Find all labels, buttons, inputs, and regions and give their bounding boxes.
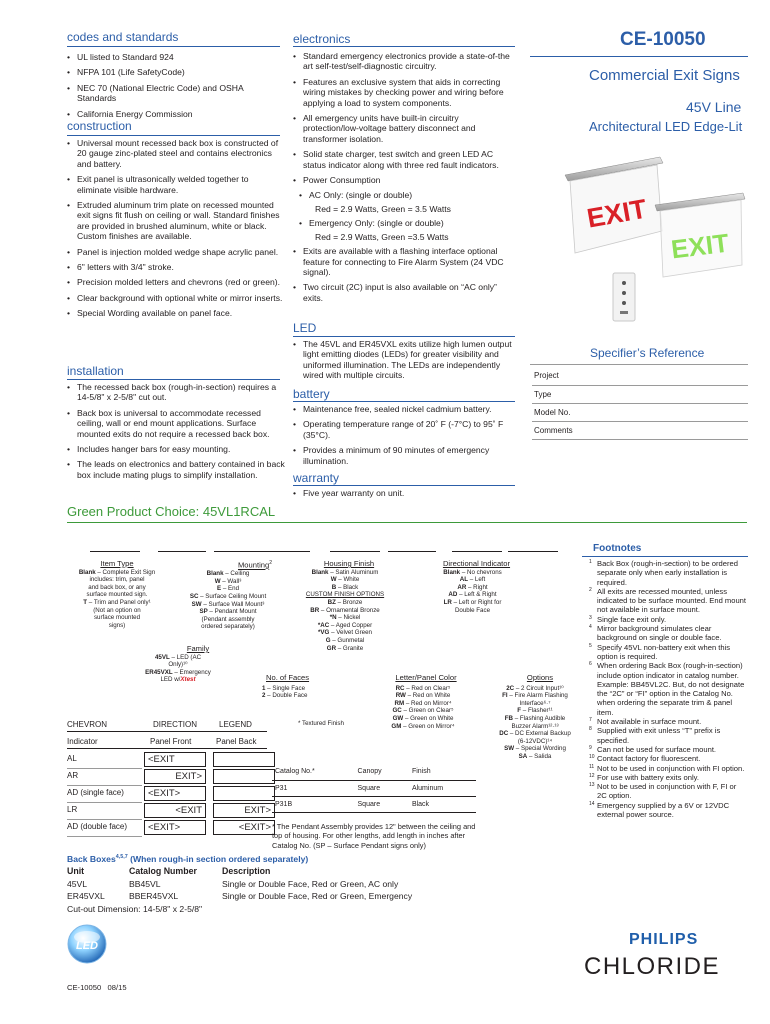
- catalog-line: F – Flasher¹¹: [517, 707, 553, 715]
- chevron-subheader: Panel Front: [150, 737, 192, 746]
- pendant-header: Finish: [409, 764, 476, 780]
- codes-list: [67, 52, 282, 124]
- list-item: • Two circuit (2C) input is also available on “AC only” exits.: [293, 282, 515, 303]
- specifier-label: Type: [532, 385, 748, 403]
- mounting-title: Mounting: [237, 560, 270, 570]
- warranty-title: warranty: [293, 471, 340, 485]
- catalog-line: SC – Surface Ceiling Mount: [189, 592, 267, 600]
- catalog-line: SW – Special Wording: [504, 745, 566, 753]
- list-item: • Universal mount recessed back box is constructed of 20 gauge zinc-plated steel and contains electronics and battery.: [67, 138, 285, 169]
- chevron-back-box: [213, 786, 275, 801]
- footnote-item: [589, 643, 747, 662]
- electronics-title: electronics: [293, 32, 351, 46]
- footer-code: CE-10050 08/15: [67, 983, 127, 992]
- catalog-line: AL – Left: [459, 576, 486, 584]
- catalog-line: includes: trim, panel: [89, 576, 145, 584]
- product-subtitle: Architectural LED Edge-Lit: [589, 119, 743, 134]
- catalog-line: SP – Pendant Mount: [199, 608, 257, 616]
- item-type-title: Item Type: [100, 559, 134, 568]
- construction-list: [67, 138, 285, 324]
- list-item: • Clear background with optional white or mirror inserts.: [67, 293, 285, 303]
- chevron-front-box: <EXIT>: [144, 820, 206, 835]
- catalog-line: FI – Fire Alarm Flashing: [502, 692, 568, 700]
- footnote-item: [589, 782, 747, 801]
- footnote-item: [589, 559, 747, 587]
- footnote-text: Supplied with exit unless “T” prefix is specified.: [597, 726, 721, 745]
- list-item: • Extruded aluminum trim plate on recessed mounted exit signs fit flush on ceiling or wall. Standard finishes are provided in brushed aluminum, white or black. Custom finishes are available.: [67, 200, 285, 242]
- catalog-line: RM – Red on Mirror⁴: [394, 699, 452, 707]
- product-name: Commercial Exit Signs: [589, 67, 740, 84]
- footnote-text: For use with battery exits only.: [597, 772, 699, 782]
- electronics-rule: [293, 46, 515, 47]
- catalog-line: Buzzer Alarm¹²·¹³: [511, 722, 559, 730]
- catalog-line: Blank – Satin Aluminum: [311, 568, 379, 576]
- housing-title: Housing Finish: [323, 559, 375, 568]
- catalog-line: LED w/Xtest: [160, 676, 196, 684]
- chevron-back-box: <EXIT>: [213, 820, 275, 835]
- installation-title: installation: [67, 364, 124, 378]
- pendant-cell: P31: [272, 780, 355, 796]
- catalog-line: Only)¹⁰: [168, 661, 188, 669]
- list-item: • Includes hanger bars for easy mounting.: [67, 444, 285, 454]
- catalog-line: 1 – Single Face: [262, 684, 306, 692]
- voltage: 45V Line: [686, 99, 742, 115]
- back-box-cell: BB45VL: [129, 879, 161, 889]
- list-item: • Maintenance free, sealed nickel cadmium battery.: [293, 404, 515, 414]
- specifier-row: [532, 421, 748, 439]
- product-photo: [545, 145, 750, 330]
- footnote-text: Not available in surface mount.: [597, 717, 702, 727]
- warranty-list: [293, 488, 515, 503]
- chevron-subheader: Indicator: [67, 737, 98, 746]
- list-item: • Standard emergency electronics provide a state-of-the art self-test/self-diagnostic circuitry.: [293, 51, 515, 72]
- header-rule: [530, 56, 748, 57]
- footnote-text: Mirror background simulates clear background on single or double face.: [597, 624, 722, 643]
- chevron-row-rule: [67, 819, 142, 820]
- catalog-line: Interface⁶·⁷: [519, 699, 551, 707]
- list-item: • Precision molded letters and chevrons (red or green).: [67, 277, 285, 287]
- list-item: • Solid state charger, test switch and green LED AC status indicator along with three red fault indicators.: [293, 149, 515, 170]
- back-box-cell: Single or Double Face, Red or Green, Emergency: [222, 891, 413, 901]
- led-badge-logo: [66, 923, 108, 965]
- chloride-logo: CHLORIDE: [584, 953, 721, 980]
- catalog-line: GW – Green on White: [392, 714, 454, 722]
- footnote-item: [589, 717, 747, 726]
- catalog-line: SA – Salida: [518, 752, 552, 760]
- catalog-line: BR – Ornamental Bronze: [310, 606, 380, 614]
- footnote-text: Single face exit only.: [597, 614, 667, 624]
- list-item: • The leads on electronics and battery contained in back box include mating plugs to simplify installation.: [67, 459, 285, 480]
- power-item: • AC Only: (single or double): [293, 190, 515, 200]
- catalog-line: Double Face: [454, 606, 491, 614]
- chevron-subheader: Panel Back: [216, 737, 257, 746]
- faces-column: [262, 674, 342, 700]
- list-item: • Features an exclusive system that aids in correcting wiring mistakes by checking power and wiring before applying a load to system components.: [293, 77, 515, 108]
- catalog-line: SW – Surface Wall Mount³: [191, 600, 265, 608]
- list-item: • Provides a minimum of 90 minutes of emergency illumination.: [293, 445, 515, 466]
- catalog-line: surface mounted: [93, 614, 141, 622]
- back-box-header: Unit: [67, 866, 85, 876]
- footnote-item: [589, 726, 747, 745]
- catalog-line: E – End: [216, 585, 240, 593]
- list-item: • All emergency units have built-in circuitry protection/low-voltage battery disconnect and transformer isolation.: [293, 113, 515, 144]
- catalog-line: BZ – Bronze: [327, 598, 363, 606]
- list-item: • 6" letters with 3/4" stroke.: [67, 262, 285, 272]
- catalog-line: *VG – Velvet Green: [317, 629, 372, 637]
- pendant-cell: Aluminum: [409, 780, 476, 796]
- back-box-header: Catalog Number: [129, 866, 197, 876]
- specifier-row: [532, 385, 748, 403]
- pendant-cell: Black: [409, 796, 476, 812]
- footnote-item: [589, 624, 747, 643]
- footnote-number: 14: [589, 800, 595, 807]
- chevron-row-label: AD (double face): [67, 822, 128, 831]
- list-item: • Five year warranty on unit.: [293, 488, 515, 498]
- footnote-item: [589, 764, 747, 773]
- list-item: • Special Wording available on panel face.: [67, 308, 285, 318]
- footnote-number: 3: [589, 614, 592, 621]
- catalog-line: ER45VXL – Emergency: [145, 668, 211, 676]
- installation-rule: [67, 379, 280, 380]
- list-item: • NFPA 101 (Life SafetyCode): [67, 67, 282, 77]
- pendant-cell: Square: [355, 796, 409, 812]
- catalog-line: 2 – Double Face: [262, 692, 308, 700]
- catalog-blank: [90, 551, 140, 552]
- chevron-row-label: AL: [67, 754, 77, 763]
- footnote-text: Emergency supplied by a 6V or 12VDC external power source.: [597, 800, 730, 820]
- exit-green-text: EXIT: [669, 227, 731, 265]
- list-item: • Panel is injection molded wedge shape acrylic panel.: [67, 247, 285, 257]
- chevron-back-box: [213, 752, 275, 767]
- exit-red-text: EXIT: [584, 193, 649, 234]
- catalog-line: W – Wall³: [214, 577, 242, 585]
- led-rule: [293, 336, 515, 337]
- green-product-choice: Green Product Choice: 45VL1RCAL: [67, 504, 276, 519]
- catalog-line: ordered separately): [201, 623, 255, 631]
- specifier-table: [532, 367, 748, 440]
- item-type-column: [67, 560, 167, 629]
- footnote-number: 8: [589, 726, 592, 733]
- footnote-number: 1: [589, 559, 592, 565]
- catalog-line: T – Trim and Panel only¹: [83, 598, 151, 606]
- footnote-item: [589, 773, 747, 782]
- battery-rule: [293, 401, 515, 402]
- footnote-number: 11: [589, 763, 595, 770]
- pendant-row: [272, 796, 476, 812]
- housing-column: [290, 560, 400, 652]
- footnote-text: Not to be used in conjunction with FI option.: [597, 763, 745, 773]
- footnote-text: All exits are recessed mounted, unless indicated to be surface mounted. End mount not available in surface mount.: [597, 586, 747, 615]
- catalog-line: signs): [108, 621, 126, 629]
- chevron-rule: [67, 731, 267, 732]
- green-rule: [67, 522, 747, 523]
- catalog-blank: [330, 551, 380, 552]
- color-column: [368, 674, 478, 730]
- chevron-header: DIRECTION: [153, 720, 197, 729]
- footnote-item: [589, 587, 747, 615]
- power-item: Red = 2.9 Watts, Green =3.5 Watts: [315, 231, 449, 242]
- catalog-line: GM – Green on Mirror⁴: [391, 722, 455, 730]
- specifier-row: [532, 367, 748, 385]
- footnote-item: [589, 745, 747, 754]
- specifier-row: [532, 403, 748, 421]
- footnote-number: 13: [589, 782, 595, 789]
- catalog-line: (Not an option on: [93, 606, 141, 614]
- footnote-item: [589, 801, 747, 820]
- chevron-back-box: EXIT>: [213, 803, 275, 818]
- catalog-line: (Pendant assembly: [201, 615, 255, 623]
- footnote-number: 5: [589, 642, 592, 649]
- battery-title: battery: [293, 387, 330, 401]
- svg-text:LED: LED: [76, 940, 98, 952]
- xtest-mark: Xtest: [180, 676, 196, 684]
- catalog-blank: [452, 551, 502, 552]
- back-box-cell: 45VL: [67, 879, 88, 889]
- footnotes-title: Footnotes: [593, 543, 642, 554]
- footnotes-rule: [582, 556, 748, 557]
- cutout-dimension: Cut-out Dimension: 14-5/8" x 2-5/8": [67, 904, 203, 914]
- footnote-number: 2: [589, 586, 592, 593]
- installation-list: [67, 382, 285, 485]
- warranty-rule: [293, 485, 515, 486]
- specifier-title: Specifier’s Reference: [590, 346, 705, 360]
- catalog-line: FB – Flashing Audible: [504, 714, 566, 722]
- battery-list: [293, 404, 515, 471]
- catalog-line: and back box, or any: [88, 583, 146, 591]
- chevron-front-box: <EXIT>: [144, 786, 206, 801]
- construction-rule: [67, 135, 280, 136]
- catalog-blank: [388, 551, 436, 552]
- footnote-text: Can not be used for surface mount.: [597, 744, 717, 754]
- footnote-text: Specify 45VL non-battery exit when this option is required.: [597, 642, 731, 661]
- pendant-cell: Square: [355, 780, 409, 796]
- custom-finish-title: CUSTOM FINISH OPTIONS: [305, 591, 385, 599]
- chevron-row-rule: [67, 768, 142, 769]
- footnote-item: [589, 661, 747, 717]
- list-item: • Exit panel is ultrasonically welded together to eliminate visible hardware.: [67, 174, 285, 195]
- catalog-line: GR – Granite: [326, 644, 364, 652]
- pendant-header: Canopy: [355, 764, 409, 780]
- chevron-row-rule: [67, 836, 142, 837]
- specifier-rule: [530, 364, 748, 365]
- chevron-row-label: AD (single face): [67, 788, 124, 797]
- power-item: • Emergency Only: (single or double): [293, 218, 515, 228]
- catalog-line: GC – Green on Clear⁵: [392, 707, 454, 715]
- footnotes-list: [589, 559, 747, 819]
- chevron-row-label: AR: [67, 771, 79, 780]
- footnote-text: Back Box (rough-in-section) to be ordered separate only when early installation is required.: [597, 559, 738, 587]
- pendant-note: * The Pendant Assembly provides 12" between the ceiling and top of housing. For other lengths, add length in inches after Catalog No. (SP – Surface Pendant signs only): [272, 822, 476, 850]
- textured-note: * Textured Finish: [298, 720, 344, 727]
- catalog-line: AD – Left & Right: [448, 591, 497, 599]
- catalog-line: surface mounted sign.: [86, 591, 148, 599]
- chevron-row-rule: [67, 785, 142, 786]
- back-boxes-title: Back Boxes$^{4,5,7}$ (When rough-in section ordered separately): [67, 854, 309, 864]
- construction-title: construction: [67, 119, 132, 133]
- footnote-number: 9: [589, 744, 592, 751]
- list-item: • Power Consumption: [293, 175, 515, 185]
- footnote-number: 6: [589, 661, 592, 668]
- catalog-line: B – Black: [331, 583, 359, 591]
- catalog-line: DC – DC External Backup: [499, 730, 571, 738]
- list-item: • The recessed back box (rough-in-section) requires a 14-5/8" x 2-5/8" cut out.: [67, 382, 285, 403]
- pendant-header: Catalog No.*: [272, 764, 355, 780]
- catalog-line: *AC – Aged Copper: [317, 621, 373, 629]
- list-item: • UL listed to Standard 924: [67, 52, 282, 62]
- catalog-line: W – White: [330, 576, 360, 584]
- footnote-item: [589, 615, 747, 624]
- chevron-front-box: <EXIT: [144, 803, 206, 818]
- catalog-line: Blank – No chevrons: [443, 568, 502, 576]
- specifier-label: Comments: [532, 421, 748, 439]
- catalog-line: 2C – 2 Circuit Input¹⁰: [506, 684, 564, 692]
- catalog-line: AR – Right: [457, 583, 488, 591]
- led-title: LED: [293, 321, 317, 335]
- family-title: Family: [186, 644, 210, 653]
- chevron-row-rule: [67, 802, 142, 803]
- faces-title: No. of Faces: [266, 673, 310, 682]
- specifier-label: Model No.: [532, 403, 748, 421]
- footnote-item: [589, 754, 747, 763]
- catalog-blank: [158, 551, 206, 552]
- pendant-header-row: [272, 764, 476, 780]
- codes-rule: [67, 46, 280, 47]
- options-title: Options: [526, 673, 554, 682]
- catalog-line: RC – Red on Clear⁵: [395, 684, 451, 692]
- color-title: Letter/Panel Color: [395, 673, 457, 682]
- footnote-number: 4: [589, 624, 592, 631]
- list-item: • NEC 70 (National Electric Code) and OSHA Standards: [67, 83, 282, 104]
- catalog-line: LR – Left or Right for: [443, 598, 502, 606]
- footnote-number: 12: [589, 772, 595, 779]
- footnote-text: Not to be used in conjunction with F, FI or 2C option.: [597, 782, 737, 801]
- led-list: [293, 339, 515, 386]
- chevron-header: CHEVRON: [67, 720, 108, 729]
- pendant-table: [272, 764, 476, 813]
- catalog-line: 45VL – LED (AC: [154, 653, 202, 661]
- catalog-blank: [214, 551, 262, 552]
- back-box-cell: BBER45VXL: [129, 891, 179, 901]
- electronics-list: [293, 51, 515, 308]
- options-column: [497, 674, 573, 761]
- mounting-column: [172, 560, 284, 631]
- pendant-cell: P31B: [272, 796, 355, 812]
- direction-title: Directional Indicator: [442, 559, 511, 568]
- model-number: CE-10050: [620, 29, 706, 50]
- catalog-line: *N – Nickel: [329, 614, 361, 622]
- codes-title: codes and standards: [67, 30, 179, 44]
- chevron-front-box: <EXIT: [144, 752, 206, 767]
- chevron-header: LEGEND: [219, 720, 252, 729]
- mounting-sup: 2: [269, 560, 272, 566]
- back-box-cell: ER45VXL: [67, 891, 105, 901]
- list-item: • Exits are available with a flashing interface optional feature for connecting to Fire Alarm System (24 VDC signal).: [293, 246, 515, 277]
- family-column: [128, 645, 228, 684]
- direction-column: [420, 560, 525, 614]
- list-item: • Back box is universal to accommodate recessed ceiling, wall or end mount applications. Surface mounted exits do not require a recessed back box.: [67, 408, 285, 439]
- footnote-number: 7: [589, 717, 592, 724]
- catalog-blank: [262, 551, 310, 552]
- chevron-rule: [67, 748, 267, 749]
- catalog-line: Blank – Complete Exit Sign: [78, 568, 156, 576]
- list-item: • The 45VL and ER45VXL exits utilize high lumen output light emitting diodes (LEDs) for greater visibility and uniformed illumination. The LEDs are independently wired with multiple circuits.: [293, 339, 515, 381]
- chevron-back-box: [213, 769, 275, 784]
- catalog-line: (6-12VDC)¹⁴: [517, 737, 553, 745]
- list-item: • California Energy Commission: [67, 109, 282, 119]
- pendant-row: [272, 780, 476, 796]
- catalog-line: G – Gunmetal: [325, 636, 365, 644]
- back-box-cell: Single or Double Face, Red or Green, AC only: [222, 879, 399, 889]
- catalog-line: Blank – Ceiling: [206, 570, 250, 578]
- footnote-number: 10: [589, 754, 595, 761]
- back-box-header: Description: [222, 866, 271, 876]
- list-item: • Operating temperature range of 20˚ F (-7°C) to 95˚ F (35°C).: [293, 419, 515, 440]
- power-item: Red = 2.9 Watts, Green = 3.5 Watts: [315, 203, 451, 214]
- specifier-label: Project: [532, 367, 748, 385]
- footnote-text: When ordering Back Box (rough-in-section) include option indicator in catalog number. Example: BB45VL2C. But, do not designate the “2C” or “FI” option in the Catalog No. when ordering the separate trim & panel item.: [597, 661, 745, 717]
- catalog-line: RW – Red on White: [395, 692, 451, 700]
- chevron-front-box: EXIT>: [144, 769, 206, 784]
- catalog-blank: [508, 551, 558, 552]
- philips-logo: PHILIPS: [629, 931, 699, 948]
- footnote-text: Contact factory for fluorescent.: [597, 754, 701, 764]
- chevron-row-label: LR: [67, 805, 78, 814]
